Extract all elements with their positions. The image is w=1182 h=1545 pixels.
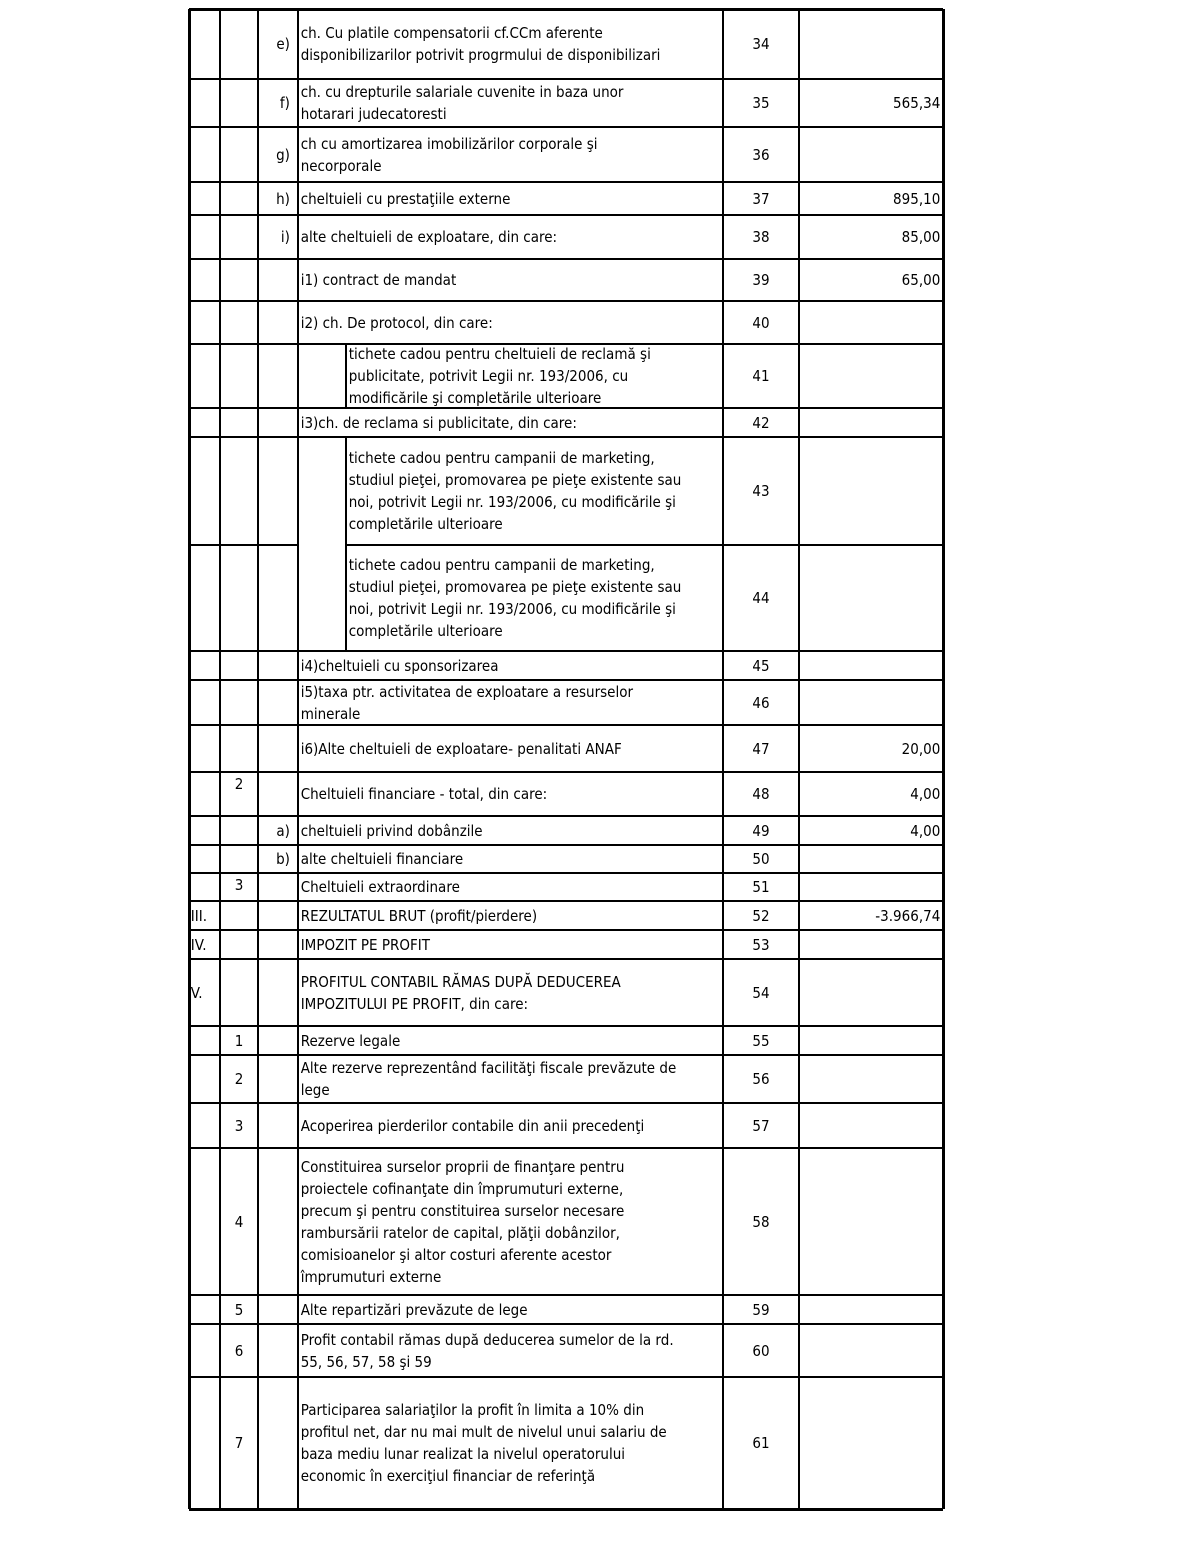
row-number: [727, 344, 795, 408]
item-index: [222, 1377, 256, 1509]
row-description-text: Cheltuieli financiare - total, din care:: [300, 785, 548, 803]
row-value: [813, 79, 943, 127]
row-value-text: 4,00: [910, 821, 941, 840]
row-value-text: 85,00: [901, 228, 941, 246]
row-description-text: PROFITUL CONTABIL RĂMAS DUPĂ DEDUCEREA IMPOZITULUI PE PROFIT, din care:: [300, 972, 621, 1013]
row-separator: [189, 679, 943, 681]
item-letter-text: i): [280, 228, 290, 246]
row-description-text: i1) contract de mandat: [300, 271, 457, 289]
row-description-text: alte cheltuieli financiare: [300, 850, 464, 868]
item-index: [222, 1103, 256, 1148]
row-description: [298, 845, 681, 873]
row-number-text: 34: [752, 35, 770, 53]
section-numeral-text: V.: [190, 983, 203, 1002]
item-letter-text: f): [279, 94, 290, 112]
row-number: [727, 845, 795, 873]
row-number: [727, 930, 795, 959]
row-number-text: 53: [752, 935, 770, 954]
row-value: [813, 772, 943, 816]
row-separator: [189, 544, 298, 546]
row-number: [727, 79, 795, 127]
row-description: [346, 344, 685, 408]
row-description: [298, 873, 681, 901]
row-description-text: Profit contabil rămas după deducerea sumelor de la rd. 55, 56, 57, 58 şi 59: [300, 1330, 674, 1371]
row-description-text: i3)ch. de reclama si publicitate, din care:: [300, 413, 577, 432]
row-number: [727, 1324, 795, 1377]
row-description-text: Alte rezerve reprezentând facilităţi fiscale prevăzute de lege: [300, 1059, 677, 1099]
row-number: [727, 182, 795, 215]
row-separator: [189, 844, 943, 846]
row-separator: [189, 407, 943, 409]
row-description-text: i6)Alte cheltuieli de exploatare- penalitati ANAF: [300, 739, 622, 758]
section-numeral-text: III.: [190, 906, 208, 925]
item-letter: [257, 182, 298, 215]
row-number: [727, 1026, 795, 1055]
item-index: [222, 873, 256, 897]
sub-cell-divider: [345, 437, 347, 651]
column-separator: [297, 9, 299, 1509]
row-number-text: 46: [752, 693, 770, 712]
row-number: [727, 259, 795, 301]
row-description: [298, 301, 681, 344]
item-index: [222, 1055, 256, 1103]
row-value-text: -3.966,74: [875, 906, 941, 925]
row-description-text: Constituirea surselor proprii de finanţare pentru proiectele cofinanţate din împrumuturi externe, precum şi pentru constituirea surselor necesare rambursării ratelor de capital, plăţii dobânzilor, comisioanelor şi altor costuri aferente acestor împrumuturi externe: [300, 1157, 625, 1286]
row-description: [298, 1377, 681, 1509]
item-index: [222, 1026, 256, 1055]
item-index-text: 2: [234, 1070, 244, 1088]
item-letter: [257, 79, 298, 127]
row-description: [298, 959, 681, 1026]
row-separator: [189, 771, 943, 773]
item-index-text: 6: [234, 1341, 244, 1360]
item-letter: [257, 845, 298, 873]
row-separator: [189, 1376, 943, 1378]
item-index-text: 3: [234, 876, 244, 894]
item-index-text: 1: [234, 1031, 244, 1050]
row-description-text: ch. Cu platile compensatorii cf.CCm aferente disponibilizarilor potrivit progrmului de disponibilizari: [300, 24, 661, 64]
row-value: [813, 182, 943, 215]
row-description: [298, 1103, 681, 1148]
row-number-text: 42: [752, 413, 770, 432]
row-number: [727, 301, 795, 344]
row-description: [298, 127, 681, 182]
row-number-text: 36: [752, 145, 770, 164]
row-number-text: 59: [752, 1300, 770, 1319]
row-description-text: ch cu amortizarea imobilizărilor corporale şi necorporale: [300, 134, 598, 175]
row-separator: [189, 214, 943, 216]
item-letter-text: h): [276, 189, 290, 208]
row-number: [727, 901, 795, 930]
row-number-text: 45: [752, 656, 770, 675]
row-separator: [189, 724, 943, 726]
row-number: [727, 545, 795, 651]
row-number-text: 35: [752, 94, 770, 112]
row-number-text: 55: [752, 1031, 770, 1050]
row-description-text: Participarea salariaţilor la profit în limita a 10% din profitul net, dar nu mai mult de nivelul unui salariu de baza mediu lunar realizat la nivelul operatorului economic în exerciţiul financiar de referinţă: [300, 1401, 667, 1485]
expense-table: [189, 9, 943, 1510]
row-description: [298, 651, 681, 680]
row-description: [298, 1148, 681, 1295]
row-description: [298, 1026, 681, 1055]
item-index-text: 3: [234, 1116, 244, 1135]
section-numeral-text: IV.: [190, 935, 207, 954]
column-separator: [257, 9, 259, 1509]
item-index: [222, 1148, 256, 1295]
row-description-text: cheltuieli cu prestaţiile externe: [300, 189, 511, 208]
row-value: [813, 901, 943, 930]
item-index-text: 7: [234, 1434, 244, 1452]
row-number-text: 56: [752, 1070, 770, 1088]
row-description-text: REZULTATUL BRUT (profit/pierdere): [300, 906, 538, 925]
item-letter: [257, 215, 298, 259]
row-separator: [189, 1147, 943, 1149]
row-number: [727, 1103, 795, 1148]
row-separator: [189, 258, 943, 260]
row-description-text: tichete cadou pentru cheltuieli de reclamă şi publicitate, potrivit Legii nr. 193/2006, cu modificările şi completările ulterioare: [348, 345, 651, 407]
row-description: [298, 9, 681, 79]
row-description-text: tichete cadou pentru campanii de marketing, studiul pieţei, promovarea pe pieţe existente sau noi, potrivit Legii nr. 193/2006, cu modificările şi completările ulterioare: [348, 449, 682, 533]
row-separator: [189, 126, 943, 128]
row-separator: [189, 900, 943, 902]
item-letter: [257, 9, 298, 79]
row-value: [813, 816, 943, 845]
row-number: [727, 437, 795, 545]
row-number: [727, 1295, 795, 1324]
row-value: [813, 725, 943, 772]
item-index-text: 2: [234, 775, 244, 793]
row-separator: [189, 436, 943, 438]
row-number: [727, 1055, 795, 1103]
row-separator: [346, 544, 943, 546]
row-description: [298, 725, 681, 772]
column-separator: [798, 9, 800, 1509]
row-number-text: 43: [752, 482, 770, 500]
item-letter: [257, 816, 298, 845]
row-description: [298, 816, 681, 845]
row-description: [298, 901, 681, 930]
row-number: [727, 725, 795, 772]
row-number-text: 39: [752, 271, 770, 289]
row-description: [298, 182, 681, 215]
row-value: [813, 215, 943, 259]
row-description: [298, 772, 681, 816]
row-description: [298, 680, 681, 725]
row-separator: [189, 1102, 943, 1104]
row-separator: [189, 958, 943, 960]
row-description: [298, 408, 681, 437]
row-description-text: Rezerve legale: [300, 1031, 401, 1050]
row-number-text: 50: [752, 850, 770, 868]
row-description-text: i4)cheltuieli cu sponsorizarea: [300, 656, 499, 675]
row-number-text: 38: [752, 228, 770, 246]
item-index-text: 5: [234, 1300, 244, 1319]
row-description: [346, 545, 685, 651]
row-description-text: IMPOZIT PE PROFIT: [300, 935, 430, 954]
row-separator: [189, 872, 943, 874]
row-number-text: 44: [752, 589, 770, 607]
row-description-text: Alte repartizări prevăzute de lege: [300, 1300, 528, 1319]
row-number: [727, 772, 795, 816]
row-description-text: Acoperirea pierderilor contabile din anii precedenţi: [300, 1116, 645, 1135]
row-number-text: 47: [752, 739, 770, 758]
row-number: [727, 816, 795, 845]
row-number: [727, 1377, 795, 1509]
row-number: [727, 680, 795, 725]
row-number-text: 58: [752, 1212, 770, 1231]
row-separator: [189, 1025, 943, 1027]
row-number-text: 51: [752, 878, 770, 896]
row-separator: [189, 1508, 943, 1511]
row-separator: [189, 8, 943, 11]
row-separator: [189, 300, 943, 302]
row-number: [727, 959, 795, 1026]
row-separator: [189, 181, 943, 183]
row-description: [298, 1324, 681, 1377]
row-description: [298, 1295, 681, 1324]
row-description: [298, 1055, 681, 1103]
row-description-text: cheltuieli privind dobânzile: [300, 821, 483, 840]
column-separator: [219, 9, 221, 1509]
row-number: [727, 873, 795, 901]
row-number-text: 48: [752, 785, 770, 803]
row-number-text: 52: [752, 906, 770, 925]
row-number-text: 40: [752, 313, 770, 332]
row-separator: [189, 1323, 943, 1325]
item-index: [222, 1295, 256, 1324]
row-description-text: i5)taxa ptr. activitatea de exploatare a resurselor minerale: [300, 682, 634, 723]
item-letter-text: g): [276, 145, 290, 164]
row-number-text: 60: [752, 1341, 770, 1360]
row-separator: [189, 1294, 943, 1296]
row-description: [298, 79, 681, 127]
item-index-text: 4: [234, 1212, 244, 1231]
row-number-text: 49: [752, 821, 770, 840]
row-description: [298, 930, 681, 959]
item-letter: [257, 127, 298, 182]
row-separator: [189, 1054, 943, 1056]
row-number-text: 37: [752, 189, 770, 208]
row-number-text: 41: [752, 367, 770, 385]
row-value-text: 565,34: [893, 94, 941, 112]
row-description-text: ch. cu drepturile salariale cuvenite in baza unor hotarari judecatoresti: [300, 83, 624, 123]
row-number-text: 54: [752, 983, 770, 1002]
row-separator: [189, 929, 943, 931]
row-number: [727, 9, 795, 79]
row-value-text: 895,10: [893, 189, 941, 208]
row-description-text: Cheltuieli extraordinare: [300, 878, 460, 896]
row-number: [727, 408, 795, 437]
row-separator: [189, 650, 943, 652]
row-description: [346, 437, 685, 545]
sub-cell-divider: [345, 344, 347, 408]
row-number: [727, 215, 795, 259]
row-number: [727, 127, 795, 182]
column-separator: [188, 9, 191, 1509]
item-index: [222, 772, 256, 796]
row-number: [727, 1148, 795, 1295]
row-value-text: 4,00: [910, 785, 941, 803]
row-separator: [189, 343, 943, 345]
row-value-text: 65,00: [901, 271, 941, 289]
row-value: [813, 259, 943, 301]
item-letter-text: e): [276, 35, 290, 53]
row-number-text: 57: [752, 1116, 770, 1135]
row-description-text: tichete cadou pentru campanii de marketing, studiul pieţei, promovarea pe pieţe existente sau noi, potrivit Legii nr. 193/2006, cu modificările şi completările ulterioare: [348, 556, 682, 640]
column-separator: [942, 9, 945, 1509]
row-value-text: 20,00: [901, 739, 941, 758]
item-index: [222, 1324, 256, 1377]
row-number-text: 61: [752, 1434, 770, 1452]
row-separator: [189, 78, 943, 80]
row-description: [298, 215, 681, 259]
row-description-text: alte cheltuieli de exploatare, din care:: [300, 228, 558, 246]
row-number: [727, 651, 795, 680]
row-description-text: i2) ch. De protocol, din care:: [300, 313, 493, 332]
column-separator: [722, 9, 724, 1509]
item-letter-text: a): [276, 821, 290, 840]
row-description: [298, 259, 681, 301]
item-letter-text: b): [276, 850, 290, 868]
row-separator: [189, 815, 943, 817]
